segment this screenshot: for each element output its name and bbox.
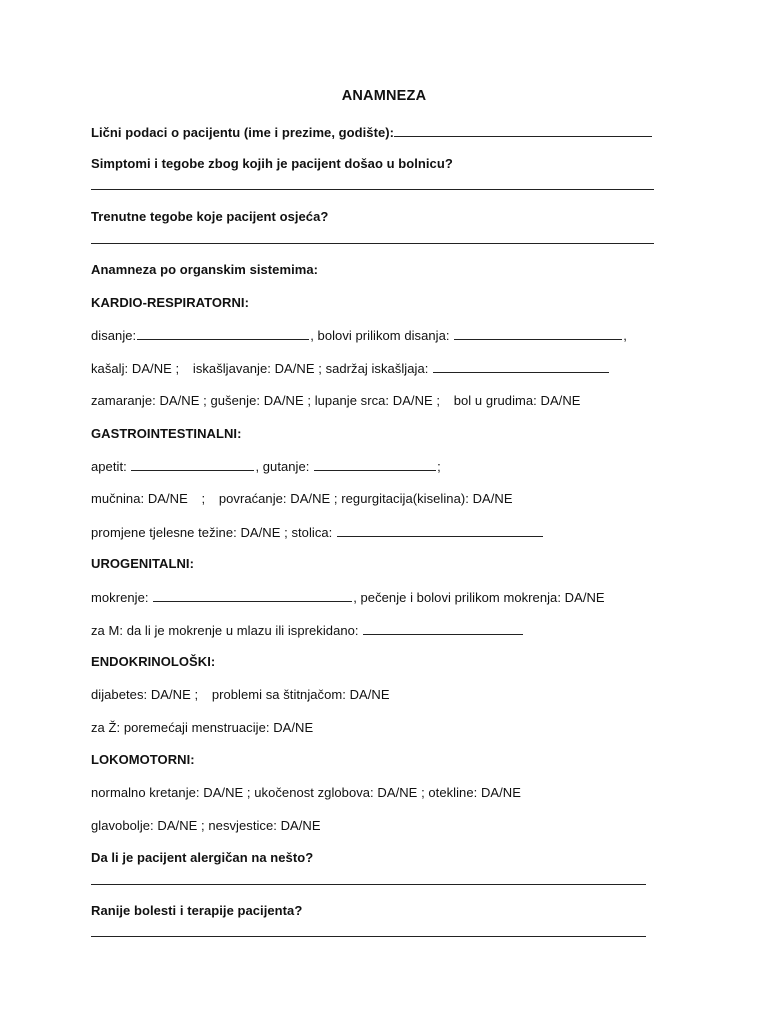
- movement-row: [91, 785, 521, 801]
- cough-da-ne[interactable]: DA/NE: [131, 361, 172, 376]
- weight-da-ne[interactable]: DA/NE: [240, 525, 281, 540]
- nausea-label: mučnina:: [91, 491, 145, 506]
- thyroid-da-ne[interactable]: DA/NE: [349, 687, 390, 702]
- chest-pain-da-ne[interactable]: DA/NE: [540, 393, 581, 408]
- appetite-label: apetit:: [91, 459, 127, 474]
- swallowing-field[interactable]: [314, 458, 436, 471]
- allergy-answer-line[interactable]: [91, 884, 646, 885]
- separator: ;: [307, 393, 312, 408]
- regurgitation-da-ne[interactable]: DA/NE: [472, 491, 513, 506]
- sputum-label: sadržaj iskašljaja:: [325, 361, 429, 376]
- appetite-field[interactable]: [131, 458, 254, 471]
- male-urination-field[interactable]: [363, 622, 523, 635]
- choking-label: gušenje:: [210, 393, 261, 408]
- chest-pain-label: bol u grudima:: [453, 393, 537, 408]
- stool-label: stolica:: [291, 525, 333, 540]
- current-complaints-question: Trenutne tegobe koje pacijent osjeća?: [91, 209, 329, 224]
- breathing-label: disanje:: [91, 328, 137, 343]
- separator: ;: [194, 687, 199, 702]
- vomiting-label: povraćanje:: [218, 491, 287, 506]
- nausea-da-ne[interactable]: DA/NE: [147, 491, 188, 506]
- burning-label: , pečenje i bolovi prilikom mokrenja:: [353, 590, 561, 605]
- male-row: [91, 622, 524, 639]
- breathing-comma: ,: [623, 328, 627, 343]
- endo-heading: ENDOKRINOLOŠKI:: [91, 654, 216, 669]
- movement-label: normalno kretanje:: [91, 785, 200, 800]
- sputum-field[interactable]: [433, 360, 609, 373]
- appetite-semicolon: ;: [437, 459, 441, 474]
- urination-label: mokrenje:: [91, 590, 149, 605]
- cough-label: kašalj:: [91, 361, 129, 376]
- menstruation-label: poremećaji menstruacije:: [123, 720, 270, 735]
- headache-label: glavobolje:: [91, 818, 154, 833]
- nausea-row: [91, 491, 513, 507]
- breathing-pain-label: , bolovi prilikom disanja:: [310, 328, 450, 343]
- allergy-question: Da li je pacijent alergičan na nešto?: [91, 850, 314, 865]
- loco-heading: LOKOMOTORNI:: [91, 752, 195, 767]
- separator: ;: [201, 491, 206, 506]
- organ-systems-heading: Anamneza po organskim sistemima:: [91, 262, 318, 277]
- weight-label: promjene tjelesne težine:: [91, 525, 237, 540]
- vomiting-da-ne[interactable]: DA/NE: [290, 491, 331, 506]
- separator: ;: [436, 393, 441, 408]
- menstruation-da-ne[interactable]: DA/NE: [273, 720, 314, 735]
- breathing-pain-field[interactable]: [454, 327, 622, 340]
- swallowing-label: , gutanje:: [255, 459, 310, 474]
- separator: ;: [421, 785, 425, 800]
- expectoration-da-ne[interactable]: DA/NE: [274, 361, 315, 376]
- movement-da-ne[interactable]: DA/NE: [203, 785, 244, 800]
- stiffness-label: ukočenost zglobova:: [254, 785, 374, 800]
- burning-da-ne[interactable]: DA/NE: [564, 590, 605, 605]
- regurgitation-label: regurgitacija(kiselina):: [341, 491, 469, 506]
- female-row: [91, 720, 313, 736]
- swelling-label: otekline:: [428, 785, 478, 800]
- breathing-field[interactable]: [137, 327, 309, 340]
- fatigue-row: [91, 393, 581, 409]
- fatigue-label: zamaranje:: [91, 393, 156, 408]
- cardio-heading: KARDIO-RESPIRATORNI:: [91, 295, 249, 310]
- urination-row: [91, 589, 605, 606]
- symptoms-question: Simptomi i tegobe zbog kojih je pacijent došao u bolnicu?: [91, 156, 453, 171]
- separator: ;: [246, 785, 251, 800]
- form-title: ANAMNEZA: [341, 88, 427, 104]
- male-urination-label: za M: da li je mokrenje u mlazu ili isprekidano:: [91, 623, 359, 638]
- history-question: Ranije bolesti i terapije pacijenta?: [91, 903, 303, 918]
- personal-data-field[interactable]: [394, 124, 652, 137]
- personal-data-label: Lični podaci o pacijentu (ime i prezime, godište):: [91, 125, 394, 140]
- diabetes-row: [91, 687, 390, 703]
- swelling-da-ne[interactable]: DA/NE: [480, 785, 521, 800]
- urination-field[interactable]: [153, 589, 352, 602]
- palpitations-label: lupanje srca:: [314, 393, 390, 408]
- history-answer-line[interactable]: [91, 936, 646, 937]
- weight-row: [91, 524, 544, 541]
- separator: ;: [284, 525, 288, 540]
- current-complaints-answer-line[interactable]: [91, 243, 654, 244]
- separator: ;: [175, 361, 180, 376]
- palpitations-da-ne[interactable]: DA/NE: [392, 393, 433, 408]
- separator: ;: [203, 393, 207, 408]
- choking-da-ne[interactable]: DA/NE: [263, 393, 304, 408]
- breathing-row: [91, 327, 627, 344]
- cough-row: [91, 360, 610, 377]
- appetite-row: [91, 458, 441, 475]
- headache-da-ne[interactable]: DA/NE: [157, 818, 198, 833]
- headache-row: [91, 818, 321, 834]
- expectoration-label: iskašljavanje:: [192, 361, 271, 376]
- stiffness-da-ne[interactable]: DA/NE: [377, 785, 418, 800]
- uro-heading: UROGENITALNI:: [91, 556, 194, 571]
- fatigue-da-ne[interactable]: DA/NE: [159, 393, 200, 408]
- thyroid-label: problemi sa štitnjačom:: [211, 687, 346, 702]
- diabetes-label: dijabetes:: [91, 687, 148, 702]
- separator: ;: [201, 818, 205, 833]
- stool-field[interactable]: [337, 524, 543, 537]
- fainting-da-ne[interactable]: DA/NE: [280, 818, 321, 833]
- gastro-heading: GASTROINTESTINALNI:: [91, 426, 242, 441]
- diabetes-da-ne[interactable]: DA/NE: [150, 687, 191, 702]
- separator: ;: [333, 491, 338, 506]
- separator: ;: [318, 361, 322, 376]
- personal-data-row: [91, 124, 653, 141]
- fainting-label: nesvjestice:: [208, 818, 277, 833]
- symptoms-answer-line[interactable]: [91, 189, 654, 190]
- female-label: za Ž:: [91, 720, 121, 735]
